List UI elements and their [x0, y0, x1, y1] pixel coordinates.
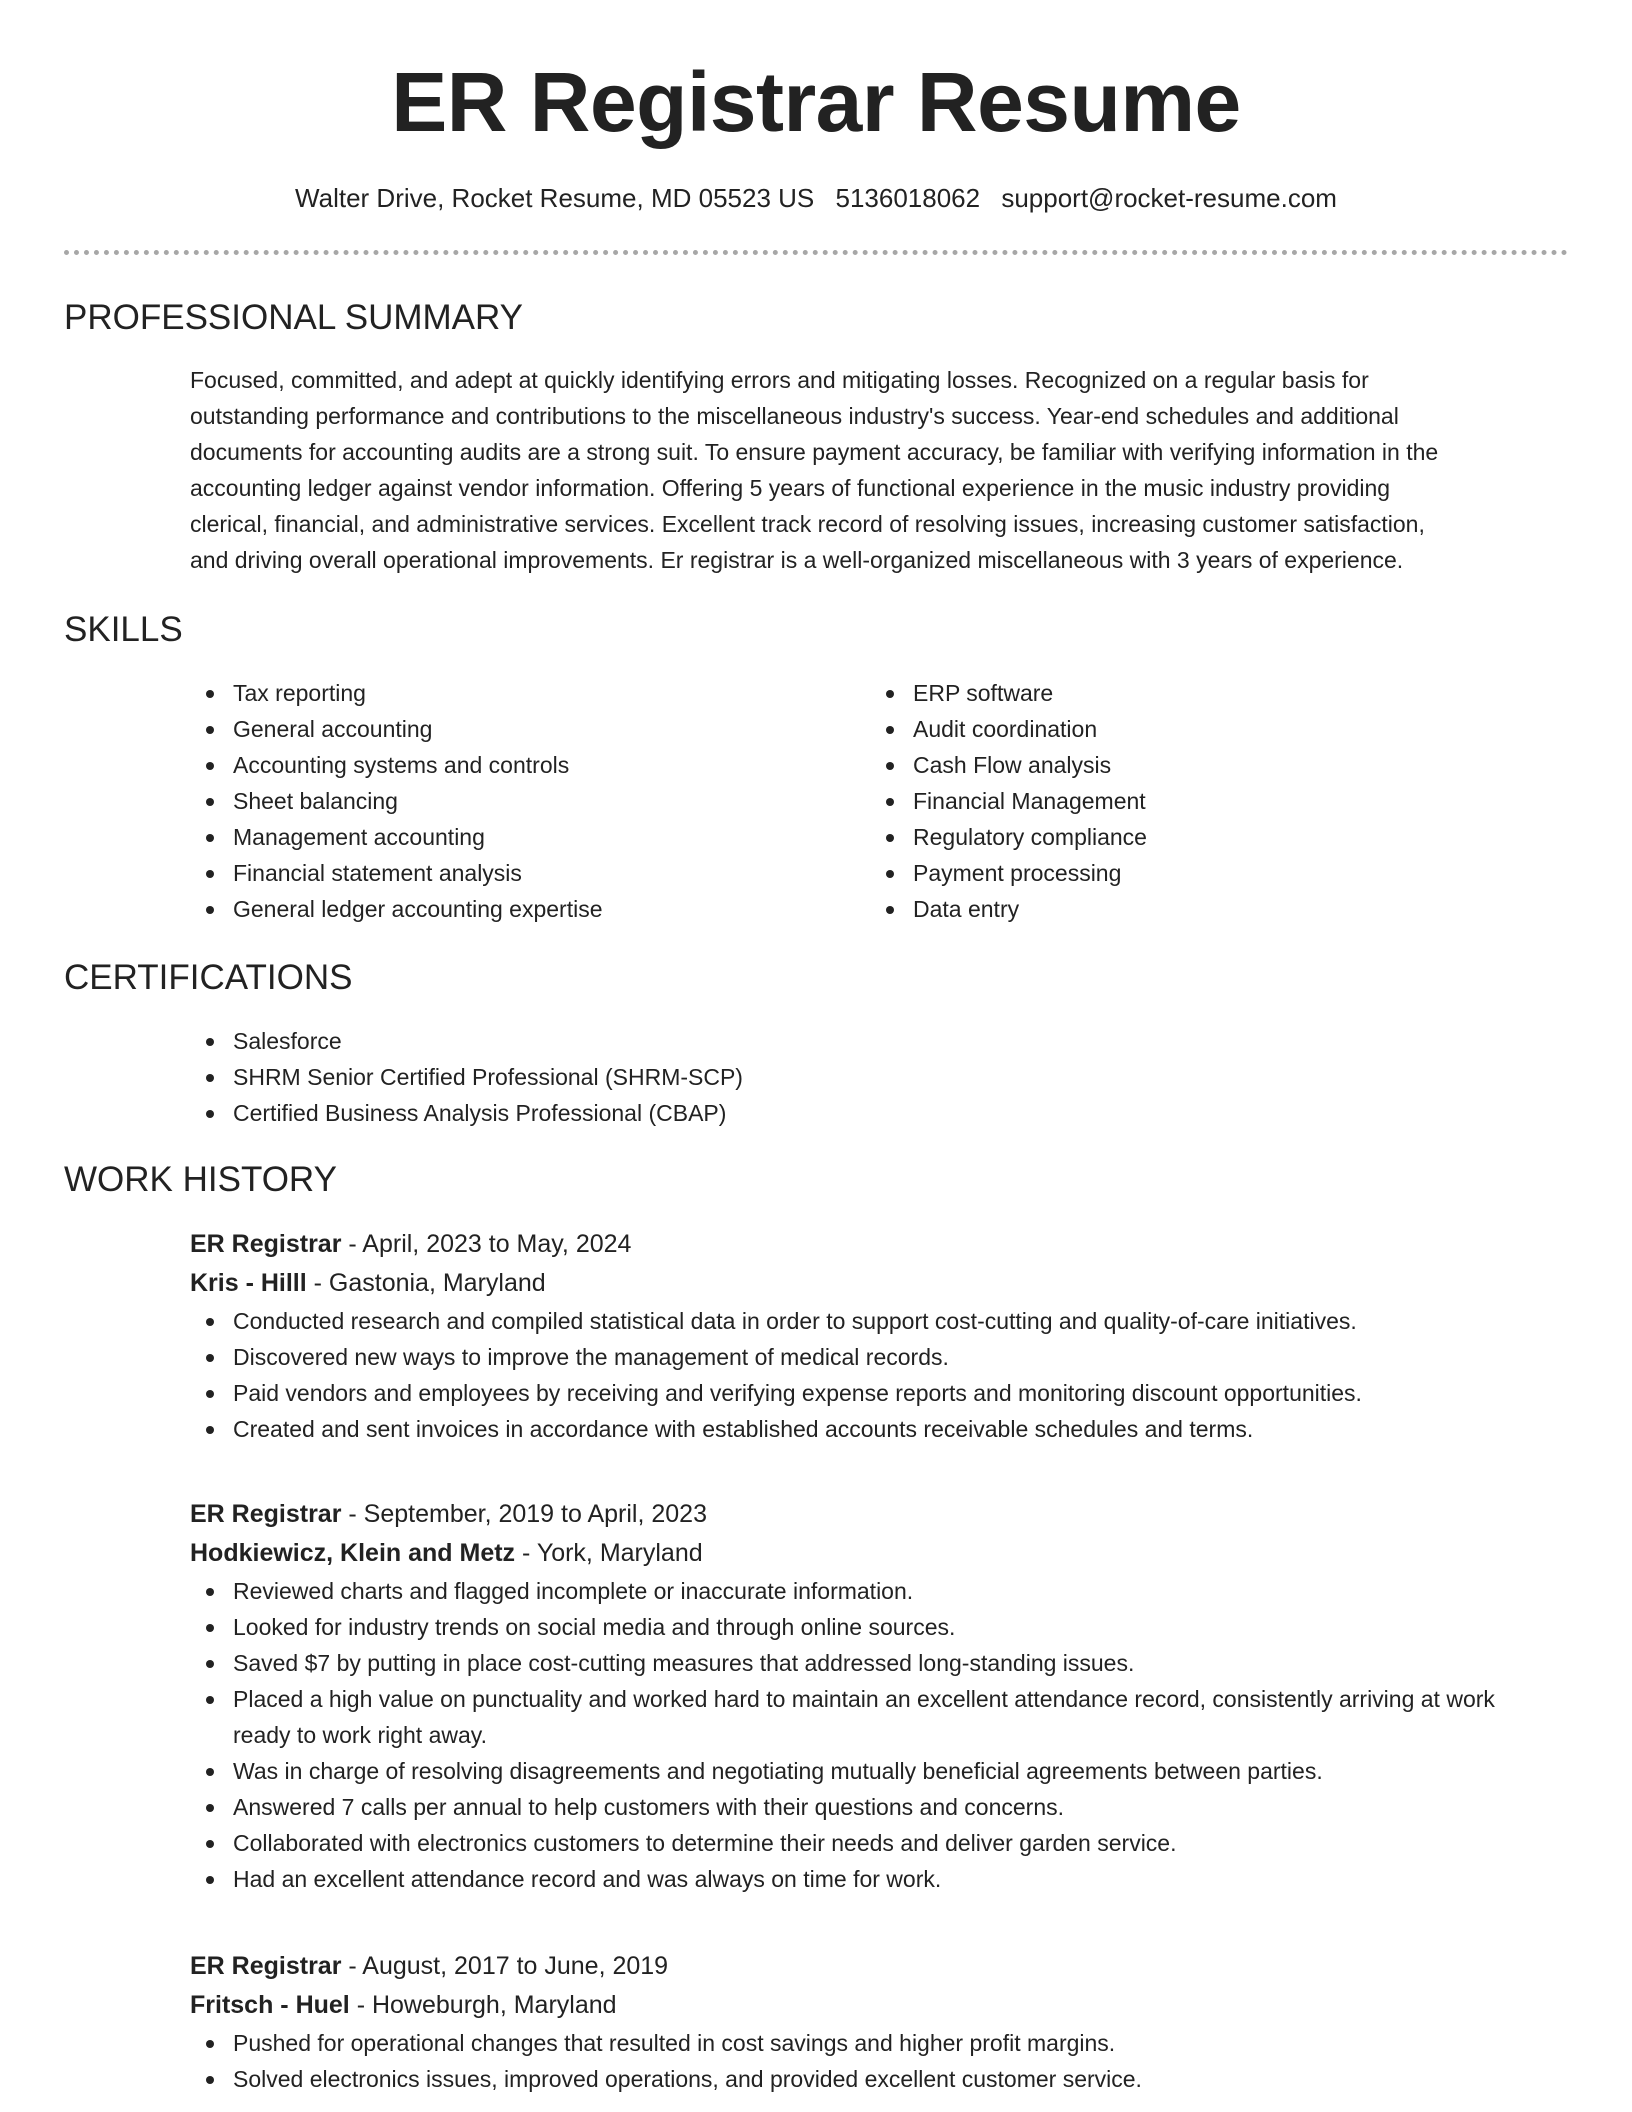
skill-item: Financial Management: [870, 783, 1550, 819]
job-title-line: [190, 1495, 1570, 1534]
job-duty: Collaborated with electronics customers to determine their needs and deliver garden service.: [190, 1825, 1570, 1861]
contact-line: [0, 180, 1632, 216]
skill-item: General accounting: [190, 711, 870, 747]
job-company-line: [190, 1534, 1570, 1573]
summary-line: Focused, committed, and adept at quickly identifying errors and mitigating losses. Recognized on a regular basis for: [190, 367, 1369, 393]
summary-line: documents for accounting audits are a strong suit. To ensure payment accuracy, be familiar with verifying information in the: [190, 439, 1439, 465]
job-duty: Discovered new ways to improve the management of medical records.: [190, 1339, 1570, 1375]
job-dates: - September, 2019 to April, 2023: [341, 1500, 707, 1528]
job-entry: [190, 1947, 1570, 2097]
certifications-list: [190, 1023, 1570, 1131]
job-entry: [190, 1495, 1570, 1897]
job-dates: - August, 2017 to June, 2019: [341, 1952, 669, 1980]
summary-line: accounting ledger against vendor information. Offering 5 years of functional experience in the music industry providing: [190, 475, 1391, 501]
job-duty: Solved electronics issues, improved operations, and provided excellent customer service.: [190, 2061, 1570, 2097]
skill-item: Financial statement analysis: [190, 855, 870, 891]
skill-item: Tax reporting: [190, 675, 870, 711]
job-location: - Howeburgh, Maryland: [349, 1991, 617, 2019]
certification-item: SHRM Senior Certified Professional (SHRM-SCP): [190, 1059, 1570, 1095]
job-company-line: [190, 1264, 1570, 1303]
resume-title: ER Registrar Resume: [391, 55, 1241, 149]
job-duty: Was in charge of resolving disagreements and negotiating mutually beneficial agreements between parties.: [190, 1753, 1570, 1789]
job-title-line: [190, 1225, 1570, 1264]
skill-item: Payment processing: [870, 855, 1550, 891]
job-company: Kris - Hilll: [190, 1269, 307, 1297]
job-duty: Looked for industry trends on social media and through online sources.: [190, 1609, 1570, 1645]
header-divider: [64, 250, 1568, 255]
job-duty: Had an excellent attendance record and was always on time for work.: [190, 1861, 1570, 1897]
job-title: ER Registrar: [190, 1500, 342, 1528]
job-title: ER Registrar: [190, 1952, 342, 1980]
job-duty: Created and sent invoices in accordance with established accounts receivable schedules and terms.: [190, 1411, 1570, 1447]
job-location: - Gastonia, Maryland: [306, 1269, 546, 1297]
skill-item: Cash Flow analysis: [870, 747, 1550, 783]
certifications-heading: CERTIFICATIONS: [64, 958, 353, 997]
contact-address: Walter Drive, Rocket Resume, MD 05523 US: [295, 183, 815, 213]
job-company: Hodkiewicz, Klein and Metz: [190, 1539, 516, 1567]
job-company: Fritsch - Huel: [190, 1991, 350, 2019]
summary-heading: PROFESSIONAL SUMMARY: [64, 298, 523, 337]
skill-item: Data entry: [870, 891, 1550, 927]
job-duty: Placed a high value on punctuality and worked hard to maintain an excellent attendance record, consistently arriving at work ready to work right away.: [190, 1681, 1570, 1753]
summary-text: [190, 362, 1570, 578]
job-title: ER Registrar: [190, 1230, 342, 1258]
job-duty: Paid vendors and employees by receiving and verifying expense reports and monitoring discount opportunities.: [190, 1375, 1570, 1411]
job-duties: [190, 2025, 1570, 2097]
job-duty: Pushed for operational changes that resulted in cost savings and higher profit margins.: [190, 2025, 1570, 2061]
contact-email: support@rocket-resume.com: [1001, 183, 1337, 213]
skill-item: Regulatory compliance: [870, 819, 1550, 855]
job-duty: Saved $7 by putting in place cost-cutting measures that addressed long-standing issues.: [190, 1645, 1570, 1681]
summary-line: and driving overall operational improvements. Er registrar is a well-organized miscellaneous with 3 years of experience.: [190, 547, 1404, 573]
summary-line: clerical, financial, and administrative services. Excellent track record of resolving issues, increasing customer satisfaction,: [190, 511, 1425, 537]
job-duty: Conducted research and compiled statistical data in order to support cost-cutting and quality-of-care initiatives.: [190, 1303, 1570, 1339]
skill-item: Audit coordination: [870, 711, 1550, 747]
skills-heading: SKILLS: [64, 610, 183, 649]
job-duties: [190, 1573, 1570, 1897]
job-title-line: [190, 1947, 1570, 1986]
job-duty: Answered 7 calls per annual to help customers with their questions and concerns.: [190, 1789, 1570, 1825]
skill-item: Management accounting: [190, 819, 870, 855]
skills-column-left: [190, 675, 870, 927]
skills-column-right: [870, 675, 1550, 927]
job-location: - York, Maryland: [515, 1539, 703, 1567]
skill-item: ERP software: [870, 675, 1550, 711]
skill-item: General ledger accounting expertise: [190, 891, 870, 927]
job-dates: - April, 2023 to May, 2024: [341, 1230, 632, 1258]
job-company-line: [190, 1986, 1570, 2025]
contact-phone: 5136018062: [835, 183, 981, 213]
work-history-heading: WORK HISTORY: [64, 1160, 337, 1199]
summary-line: outstanding performance and contributions to the miscellaneous industry's success. Year-end schedules and additional: [190, 403, 1399, 429]
job-entry: [190, 1225, 1570, 1447]
certification-item: Certified Business Analysis Professional (CBAP): [190, 1095, 1570, 1131]
skill-item: Accounting systems and controls: [190, 747, 870, 783]
skill-item: Sheet balancing: [190, 783, 870, 819]
job-duty: Reviewed charts and flagged incomplete or inaccurate information.: [190, 1573, 1570, 1609]
skills-list: [190, 675, 1570, 927]
job-duties: [190, 1303, 1570, 1447]
certification-item: Salesforce: [190, 1023, 1570, 1059]
